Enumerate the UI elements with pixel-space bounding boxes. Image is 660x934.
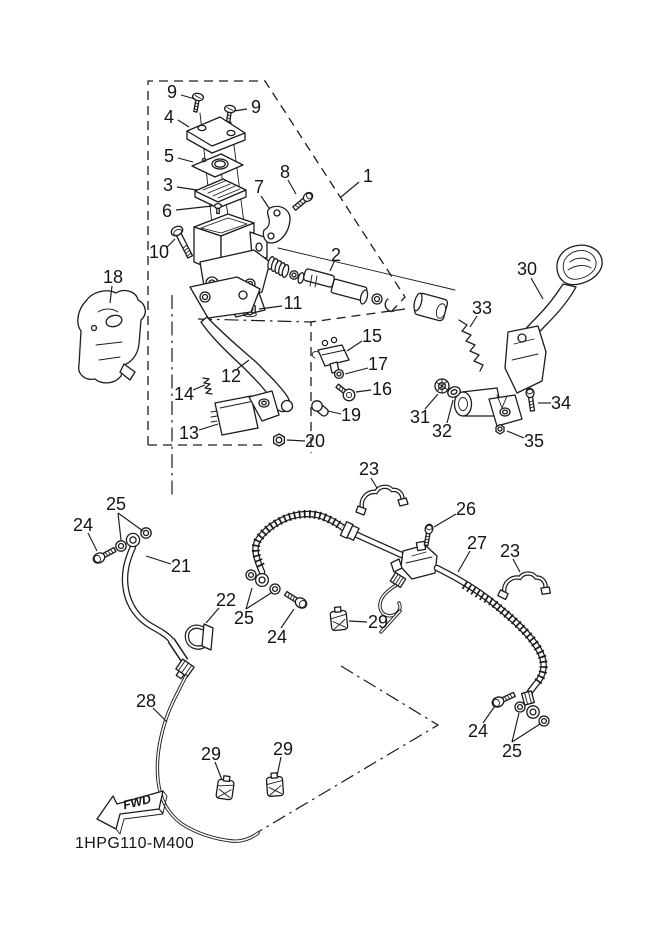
leader-line: [356, 390, 371, 392]
leader-line: [345, 368, 368, 374]
part-callout-29: 29: [272, 739, 294, 759]
lever-holder: [78, 291, 145, 383]
leader-line: [118, 513, 121, 540]
leader-line: [341, 182, 359, 197]
leader-line: [206, 608, 219, 623]
pipe-clip: [266, 772, 284, 796]
brake-switch: [312, 337, 349, 373]
lever-bracket-switch: [211, 391, 279, 435]
part-callout-31: 31: [409, 407, 431, 427]
fwd-arrow: [97, 791, 167, 834]
leader-line: [146, 556, 171, 564]
part-callout-29: 29: [367, 612, 389, 632]
part-callout-10: 10: [148, 242, 170, 262]
diagram-part-code: 1HPG110-M400: [75, 835, 195, 852]
lower-brake-hose: [255, 514, 404, 586]
lever-spring-icon: [203, 378, 212, 394]
part-callout-1: 1: [362, 166, 374, 186]
part-callout-2: 2: [330, 245, 342, 265]
part-callout-13: 13: [178, 423, 200, 443]
mount-bolt-icon: [170, 224, 196, 259]
banjo-bolt-icon: [283, 589, 308, 610]
leader-line: [215, 762, 222, 780]
clamp-half: [263, 206, 290, 243]
leader-line: [447, 400, 453, 423]
clamp-bolt-icon: [292, 191, 315, 212]
part-callout-25: 25: [233, 608, 255, 628]
leader-line: [281, 609, 294, 628]
leader-line: [347, 341, 362, 351]
leader-line: [178, 120, 189, 127]
part-callout-22: 22: [215, 590, 237, 610]
brake-lever: [190, 277, 293, 412]
part-callout-15: 15: [361, 326, 383, 346]
hose-clip: [187, 624, 213, 650]
pipe-clip: [216, 775, 235, 800]
part-callout-17: 17: [367, 354, 389, 374]
part-callout-23: 23: [499, 541, 521, 561]
upper-brake-hose: [125, 533, 185, 661]
part-callout-7: 7: [253, 177, 265, 197]
part-callout-9: 9: [250, 97, 262, 117]
pedal-spring-icon: [459, 320, 483, 371]
part-callout-20: 20: [304, 431, 326, 451]
fwd-label: FWD: [121, 791, 153, 813]
part-callout-35: 35: [523, 431, 545, 451]
part-callout-26: 26: [455, 499, 477, 519]
adjuster-pin-icon: [312, 401, 330, 418]
part-callout-6: 6: [161, 201, 173, 221]
leader-line: [177, 187, 197, 190]
part-callout-3: 3: [162, 175, 174, 195]
part-callout-14: 14: [173, 384, 195, 404]
leader-line: [349, 621, 367, 622]
leader-line: [193, 385, 205, 390]
part-callout-18: 18: [102, 267, 124, 287]
leader-line: [371, 478, 377, 488]
pedal-bolt-icon: [525, 388, 536, 411]
lever-nut-icon: [274, 434, 285, 446]
part-callout-8: 8: [279, 162, 291, 182]
part-callout-24: 24: [266, 627, 288, 647]
part-callout-29: 29: [200, 744, 222, 764]
part-callout-32: 32: [431, 421, 453, 441]
part-callout-9: 9: [166, 82, 178, 102]
reservoir-cap: [187, 117, 245, 153]
lower-brake-hose-right: [437, 568, 544, 718]
leader-line: [277, 757, 281, 776]
pedal-nut-icon: [435, 379, 449, 393]
leader-line: [458, 551, 470, 572]
hose-clamp: [498, 571, 553, 604]
leader-line: [118, 513, 143, 531]
hose-clamp: [356, 487, 408, 515]
leader-line: [288, 180, 296, 194]
pipe-clip: [330, 606, 348, 631]
leader-line: [199, 424, 218, 430]
leader-line: [434, 514, 456, 527]
switch-washer-icon: [335, 370, 344, 379]
part-callout-23: 23: [358, 459, 380, 479]
leader-line: [88, 533, 97, 551]
leader-line: [287, 440, 305, 441]
leader-line: [328, 411, 341, 414]
part-callout-16: 16: [371, 379, 393, 399]
part-callout-27: 27: [466, 533, 488, 553]
part-callout-24: 24: [467, 721, 489, 741]
part-callout-34: 34: [550, 393, 572, 413]
part-callout-5: 5: [163, 146, 175, 166]
part-callout-28: 28: [135, 691, 157, 711]
leader-line: [178, 158, 193, 162]
diaphragm-screw-icon: [215, 204, 222, 214]
part-callout-21: 21: [170, 556, 192, 576]
reservoir-screw-icon: [190, 93, 204, 113]
part-callout-11: 11: [283, 293, 303, 313]
pedal-small-nut-icon: [496, 425, 504, 435]
leader-line: [507, 431, 524, 438]
part-callout-30: 30: [516, 259, 538, 279]
part-callout-25: 25: [105, 494, 127, 514]
leader-line: [531, 278, 543, 299]
leader-line: [176, 206, 212, 210]
part-callout-19: 19: [340, 405, 362, 425]
leader-line: [261, 196, 269, 208]
part-callout-4: 4: [163, 107, 175, 127]
part-callout-12: 12: [220, 366, 242, 386]
part-callout-33: 33: [471, 298, 493, 318]
switch-screw-icon: [334, 381, 358, 403]
part-callout-25: 25: [501, 741, 523, 761]
part-callout-24: 24: [72, 515, 94, 535]
